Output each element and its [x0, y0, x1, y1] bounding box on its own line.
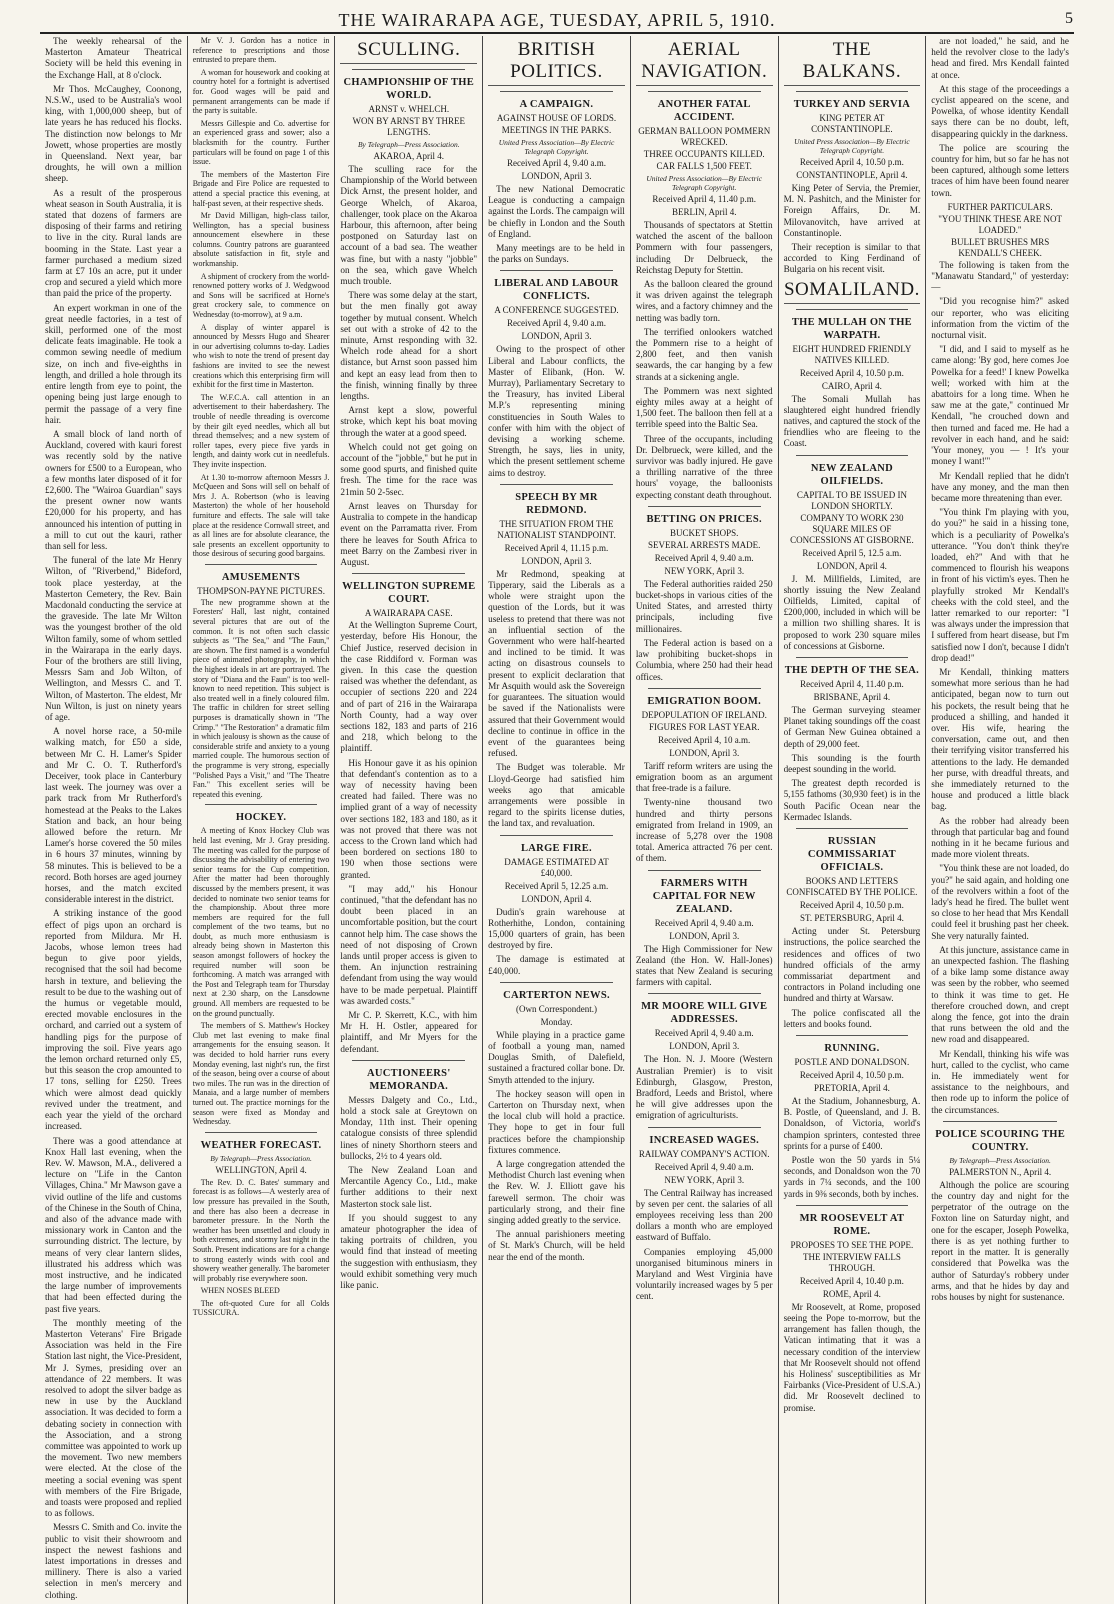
article-paragraph: Tariff reform writers are using the emigration boom as an argument that free-trade is a failure.	[635, 760, 773, 794]
dateline: BERLIN, April 4.	[671, 207, 737, 217]
subheading: CAPITAL TO BE ISSUED IN LONDON SHORTLY.	[796, 489, 907, 511]
article-paragraph: J. M. Millfields, Limited, are shortly issuing the New Zealand Oilfields, Limited, capital of £200,000, included in which will be a million two shilling shares. It is proposed to work 230 square miles of concessions at Gisborne.	[783, 573, 921, 651]
column-title: SCULLING.	[340, 39, 477, 64]
article-paragraph: Three of the occupants, including Dr. Delbrueck, were killed, and the survivor was badly injured. He gave a thrilling narrative of the three hours' voyage, the balloonists expecting constant death throughout.	[635, 433, 773, 500]
dateline: LONDON, April 3.	[521, 555, 592, 566]
section-heading: RUNNING.	[824, 1042, 880, 1054]
column-title: THE BALKANS.	[784, 39, 921, 86]
article-paragraph: At the Wellington Supreme Court, yesterday, before His Honour, the Chief Justice, reserved decision in the case Riddiford v. Forman was given. In this case the question raised was whether the defendant, as occupier of sections 220 and 224 and of part of 216 in the Wairarapa North County, had a way over sections 182, 183 and parts of 216 and 218, which belong to the plaintiff.	[340, 620, 478, 754]
subheading: THREE OCCUPANTS KILLED.	[643, 149, 765, 159]
dateline: Received April 4, 9.40 a.m.	[654, 1161, 754, 1172]
section-heading: AMUSEMENTS	[221, 571, 301, 583]
article-paragraph: "I did, and I said to myself as he came along: 'By god, here comes Joe Powelka for a feed!' I knew Powelka well; worked with him at the abattoirs for a long time. When he saw me at the gate," continued Mr Kendall, "he crouched down and then turned and faced me. He had a revolver in each hand, and he said: 'Your money, you — ! It's your money I want!'"	[931, 344, 1069, 467]
subheading: CAR FALLS 1,500 FEET.	[656, 161, 752, 171]
article-paragraph: Mr Kendall, thinking matters somewhat more serious than he had anticipated, began now to turn out his pockets, the result being that he produced a shilling, and handed it over. His wife, hearing the conversation, came out, and then their terrifying visitor transferred his attentions to the lady. He demanded her purse, with dreadful threats, and she immediately returned to the house and produced a little black bag.	[931, 666, 1069, 812]
article-paragraph: There was some delay at the start, but the men finally got away together by mutual consent. Whelch set out with a stroke of 42 to the minute, Arnst responding with 32. Whelch rode ahead for a short distance, but Arnst soon passed him and kept an easy lead from then to the finish, winning finally by three lengths.	[340, 290, 478, 402]
section-heading: THE MULLAH ON THE WARPATH.	[791, 316, 912, 341]
subheading: THE SITUATION FROM THE NATIONALIST STANDPOINT.	[497, 518, 616, 540]
dateline: PALMERSTON N., April 4.	[949, 1166, 1052, 1177]
column-3	[335, 36, 483, 1604]
article-paragraph: are not loaded," he said, and he held the revolver close to the lady's head and fired. Mrs Kendall fainted at once.	[931, 36, 1069, 80]
article-paragraph: A large congregation attended the Methodist Church last evening when the Rev. W. J. Elliott gave his farewell sermon. The choir was particularly strong, and their fine singing added greatly to the service.	[488, 1158, 625, 1225]
column-rule	[648, 993, 761, 994]
article-paragraph: WHEN NOSES BLEED	[200, 1286, 280, 1296]
article-paragraph: A meeting of Knox Hockey Club was held last evening, Mr J. Gray presiding. The meeting was called for the purpose of discussing the advisability of entering two senior teams for the Cup competition. After the matter had been thoroughly discussed by the members present, it was decided to nominate two senior teams for the championship. About three more members are required for the full complement of the two teams, but no doubt, as much more enthusiasm is already being shown in Masterton this season amongst followers of hockey the required number will soon be forthcoming. A match was arranged with the Post and Telegraph team for Thursday next at 2.30 sharp, on the Lansdowne ground. All members are requested to be on the ground punctually.	[192, 826, 330, 1018]
press-credit: By Telegraph—Press Association.	[210, 1153, 312, 1163]
article-paragraph: Arnst leaves on Thursday for Australia to compete in the handicap event on the Parramatta river. From there he leaves for South Africa to meet Barry on the Zambesi river in August.	[340, 500, 478, 567]
article-paragraph: This sounding is the fourth deepest sounding in the world.	[783, 752, 921, 775]
dateline: NEW YORK, April 3.	[664, 1174, 745, 1185]
article-paragraph: The new programme shown at the Foresters' Hall, last night, contained several pictures that are out of the common. It is not often such classic subjects as "The Sea," and "The Faun," are shown. The first named is a wonderful piece of animated photography, in which the highest ideals in art are portrayed. The story of "Diana and the Faun" is too well-known to need repetition. This subject is also treated well in a finely coloured film. The traffic in children for street selling purposes is dramatically shown in "The Crimp." "The Restoration" a dramatic film in which jealousy is shown as the cause of considerable strife and anxiety to a young married couple. The humorous section of the programme is very strong, especially "Polished Pays a Visit," and "The Theatre Fan." This excellent series will be repeated this evening.	[192, 597, 330, 799]
column-rule	[205, 1132, 318, 1133]
article-paragraph: The members of the Masterton Fire Brigade and Fire Police are requested to attend a special practice this evening, at half-past seven, at their respective sheds.	[192, 169, 330, 208]
subheading: THOMPSON-PAYNE PICTURES.	[197, 585, 325, 596]
article-paragraph: The damage is estimated at £40,000.	[488, 954, 625, 976]
article-paragraph: The hockey season will open in Carterton on Thursday next, when the local club will hold a practice. They hope to get in four full practices before the championship fixtures commence.	[488, 1088, 625, 1155]
article-paragraph: The W.F.C.A. call attention in an advertisement to their haberdashery. The trouble of needle threading is overcome by their gilt eyed needles, which all but thread themselves; and a new system of roller tapes, every piece five yards in length, and dainty work cut in needlefuls. They invite inspection.	[192, 392, 330, 469]
press-credit: United Press Association—By Electric Telegraph Copyright.	[794, 137, 910, 155]
article-paragraph: The terrified onlookers watched the Pommern rise to a height of 2,800 feet, and then vanish seawards, the car hanging by a few strands at a sickening angle.	[635, 326, 773, 382]
subheading: DAMAGE ESTIMATED AT £40,000.	[504, 856, 609, 878]
article-paragraph: The Federal action is based on a law prohibiting bucket-shops in Columbia, where 250 had their head offices.	[635, 637, 773, 682]
article-paragraph: While playing in a practice game of football a young man, named Douglas Smith, of Dalefield, sustained a fractured collar bone. Dr. Smyth attended to the injury.	[488, 1029, 625, 1085]
article-paragraph: The Central Railway has increased by seven per cent. the salaries of all employees receiving less than 200 dollars a month who are employed eastward of Buffalo.	[635, 1187, 773, 1243]
article-paragraph: The Budget was tolerable. Mr Lloyd-George had satisfied him weeks ago that amicable arrangements were possible in regard to the spirits license duties, the land tax, and revaluation.	[488, 762, 625, 829]
article-paragraph: His Honour gave it as his opinion that defendant's contention as to a way of necessity having been created had failed. There was no implied grant of a way of necessity over sections 182, 183 and 180, as it was not proved that there was not access to the Crown land which had been bordered on sections 180 to 190 when those sections were granted.	[340, 757, 478, 880]
dateline: PRETORIA, April 4.	[814, 1082, 890, 1093]
dateline: ROME, April 4.	[822, 1288, 881, 1299]
column-rule	[500, 91, 613, 92]
press-credit: By Telegraph—Press Association.	[949, 1155, 1051, 1165]
article-paragraph: King Peter of Servia, the Premier, M. N. Pashitch, and the Minister for Foreign Affairs, Dr. M. Milovanovitch, have arrived at Constantinople.	[783, 183, 921, 238]
column-rule	[500, 270, 613, 271]
column-rule	[205, 564, 318, 565]
dateline: Received April 4, 9.40 a.m.	[654, 552, 754, 563]
subheading: BUCKET SHOPS.	[670, 527, 739, 538]
dateline: Received April 4, 11.15 p.m.	[504, 542, 609, 553]
subheading: PROPOSES TO SEE THE POPE.	[790, 1239, 914, 1250]
section-heading: POLICE SCOURING THE COUNTRY.	[935, 1128, 1066, 1153]
subheading: A CONFERENCE SUGGESTED.	[494, 305, 619, 316]
article-paragraph: The greatest depth recorded is 5,155 fathoms (30,930 feet) is in the South Pacific Ocean near the Kermadec Islands.	[783, 778, 921, 822]
article-paragraph: A small block of land north of Auckland, covered with kauri forest was recently sold by the native owners for £500 to a European, who a few months later disposed of it for £2,600. The "Wairoa Guardian" says the present owner now wants £20,000 for his property, and has announced his intention of putting in a mill to cut out the kauri, rather than sell for less.	[45, 428, 182, 551]
press-credit: United Press Association—By Electric Telegraph Copyright.	[498, 138, 615, 156]
article-paragraph: As the balloon cleared the ground it was driven against the telegraph wires, and a factory chimney and the netting was badly torn.	[635, 279, 773, 323]
article-paragraph: An expert workman in one of the great needle factories, in a test of skill, performed one of the most delicate feats imaginable. He took a common sewing needle of medium size, on inch and five-eighths in length, and drilled a hole through its entire length from eye to point, the opening being just large enough to permit the passage of a very fine hair.	[45, 302, 182, 425]
section-heading: WELLINGTON SUPREME COURT.	[342, 581, 476, 606]
article-paragraph: Postle won the 50 yards in 5¼ seconds, and Donaldson won the 70 yards in 7¼ seconds, and the 100 yards in 9⅜ seconds, both by inches.	[783, 1154, 921, 1199]
dateline: WELLINGTON, April 4.	[215, 1164, 307, 1175]
section-heading: BETTING ON PRICES.	[646, 513, 762, 525]
article-paragraph: Mr Kendall, thinking his wife was hurt, called to the cyclist, who came in. He immediately went for assistance to the neighbours, and then rode up to inform the police of the circumstances.	[931, 1048, 1069, 1115]
article-paragraph: The High Commissioner for New Zealand (the Hon. W. Hall-Jones) states that New Zealand is securing farmers with capital.	[635, 943, 773, 988]
article-paragraph: The new National Democratic League is conducting a campaign against the Lords. The campaign will be chiefly in London and the South of England.	[488, 184, 625, 239]
article-paragraph: The weekly rehearsal of the Masterton Amateur Theatrical Society will be held this evening in the Exchange Hall, at 8 o'clock.	[45, 36, 182, 80]
dateline: Received April 4, 9.40 a.m.	[507, 158, 606, 168]
column-rule	[648, 506, 761, 507]
column-rule	[796, 309, 909, 310]
subheading: BOOKS AND LETTERS CONFISCATED BY THE POLICE.	[786, 876, 918, 898]
column-rule	[205, 804, 318, 805]
section-heading: MR ROOSEVELT AT ROME.	[799, 1212, 905, 1237]
section-heading: CHAMPIONSHIP OF THE WORLD.	[343, 77, 475, 101]
newspaper-columns	[40, 36, 1074, 1600]
section-heading: TURKEY AND SERVIA	[793, 99, 911, 110]
subheading: WON BY ARNST BY THREE LENGTHS.	[352, 116, 466, 137]
article-paragraph: Many meetings are to be held in the parks on Sundays.	[488, 243, 625, 265]
section-heading: AUCTIONEERS' MEMORANDA.	[367, 1067, 451, 1092]
article-paragraph: Messrs C. Smith and Co. invite the public to visit their showroom and inspect the newest fashions and latest importations in dresses and millinery. There is also a varied selection in men's mercery and clothing.	[45, 1522, 182, 1600]
column-rule	[648, 870, 761, 871]
column-rule	[943, 1121, 1057, 1122]
column-rule	[500, 484, 613, 485]
article-paragraph: The Pommern was next sighted eighty miles away at a height of 1,500 feet. The balloon then fell at a terrible speed into the Baltic Sea.	[635, 385, 773, 430]
article-paragraph: "Did you recognise him?" asked our reporter, who was eliciting information from the victim of the nocturnal visit.	[931, 296, 1069, 341]
article-paragraph: "You think I'm playing with you, do you?" he said in a hissing tone, which is a peculiarity of Powelka's utterance. "You don't think they're loaded, eh?" And with that he commenced to flourish his weapons in front of his victim's eyes. Then he playfully stroked Mr Kendall's cheeks with the cold steel, and the latter remarked to our reporter: "I was always under the impression that I suffered from heart disease, but I'm satisfied now I don't, because I didn't drop dead!"	[931, 507, 1069, 663]
dateline: LONDON, April 3.	[521, 331, 592, 342]
column-rule	[796, 657, 909, 658]
dateline: Received April 4, 9.40 a.m.	[654, 1028, 754, 1039]
dateline: CAIRO, April 4.	[821, 380, 882, 391]
column-1	[40, 36, 188, 1604]
article-paragraph: Mr David Milligan, high-class tailor, Wellington, has a special business announcement elsewhere in these columns. Country patrons are guaranteed absolute satisfaction in fit, style and workmanship.	[192, 211, 330, 269]
column-rule	[500, 835, 613, 836]
article-paragraph: Messrs Gillespie and Co. advertise for an experienced grass and sower; also a blacksmith for the country. Further particulars will be found on page 1 of this issue.	[192, 118, 330, 167]
column-rule	[648, 1127, 761, 1128]
dateline: LONDON, April 4.	[816, 560, 887, 571]
article-paragraph: As a result of the prosperous wheat season in South Australia, it is stated that dozens of farmers are disposing of their farms and retiring to live in the city. Rural lands are booming in the State. Last year a farmer purchased a medium sized farm at £7 10s an acre, put it under crop and secured a yield which more than paid the price of the property.	[45, 187, 182, 299]
dateline: Received April 4, 11.40 p.m.	[800, 679, 904, 690]
column-rule	[796, 1205, 909, 1206]
section-heading: RUSSIAN COMMISSARIAT OFFICIALS.	[807, 836, 896, 874]
dateline: Received April 4, 10.50 p.m.	[799, 1069, 904, 1080]
dateline: ST. PETERSBURG, April 4.	[799, 913, 904, 924]
column-rule	[796, 828, 909, 829]
article-paragraph: Whelch could not get going on account of the "jobble," but he put in some good spurts, and finished quite fresh. The time for the race was 21min 50 2-5sec.	[340, 441, 478, 497]
column-title: BRITISH POLITICS.	[488, 39, 625, 86]
dateline: NEW YORK, April 3.	[664, 565, 745, 576]
column-7	[926, 36, 1074, 1604]
section-heading: LIBERAL AND LABOUR CONFLICTS.	[494, 278, 619, 303]
article-paragraph: The annual parishioners meeting of St. Mark's Church, will be held near the end of the month.	[488, 1229, 625, 1262]
column-rule	[796, 1035, 909, 1036]
article-paragraph: As the robber had already been through that particular bag and found nothing in it he became furious and made more violent threats.	[931, 815, 1069, 860]
article-paragraph: A striking instance of the good effect of pigs upon an orchard is reported from Mildura. Mr H. Jacobs, whose lemon trees had begun to give poor yields, recognised that the soil had become harsh in texture, and believing the result to be due to the washing out of the humus or vegetable mould, erected movable enclosures in the orchard, and carried out a system of handling pigs for the purpose of improving the soil. Five years ago the lemon orchard returned only £5, but this season the crop amounted to 17 tons, selling for £250. Trees which were almost dead quickly revived under the treatment, and each year the yield of the orchard increased.	[45, 908, 182, 1132]
dateline: Received April 4, 9.40 a.m.	[507, 318, 606, 329]
subheading: (Own Correspondent.)	[516, 1003, 597, 1014]
column-2	[188, 36, 336, 1604]
article-paragraph: If you should suggest to any amateur photographer the idea of taking portraits of children, you would find that instead of meeting the suggestion with enthusiasm, they would exhibit something very much like panic.	[340, 1212, 478, 1291]
article-paragraph: The police confiscated all the letters and books found.	[783, 1007, 921, 1029]
article-paragraph: The oft-quoted Cure for all Colds TUSSICURA.	[192, 1298, 330, 1318]
subheading: RAILWAY COMPANY'S ACTION.	[638, 1148, 770, 1159]
article-paragraph: At this juncture, assistance came in an unexpected fashion. The flashing of a bike lamp some distance away was seen by the robber, who seemed to think it was time to get. He therefore crouched down, and crept along the fence, got into the drain that runs between the old and the new road and disappeared.	[931, 944, 1069, 1045]
subheading: KING PETER AT CONSTANTINOPLE.	[811, 113, 893, 134]
article-paragraph: At this stage of the proceedings a cyclist appeared on the scene, and Powelka, of whose identity Kendall says there can be no doubt, left, disappearing quickly in the darkness.	[931, 83, 1069, 139]
article-paragraph: The Hon. N. J. Moore (Western Australian Premier) is to visit Edinburgh, Glasgow, Preston, Bradford, Leeds and Bristol, where he will give addresses upon the emigration of agriculturists.	[635, 1054, 773, 1121]
section-heading: LARGE FIRE.	[521, 842, 592, 854]
dateline: Received April 4, 10.50 p.m.	[799, 367, 904, 378]
dateline: Received April 4, 9.40 a.m.	[654, 917, 754, 928]
section-heading: WEATHER FORECAST.	[200, 1139, 322, 1151]
subheading: AGAINST HOUSE OF LORDS.	[496, 113, 617, 123]
article-paragraph: Mr Thos. McCaughey, Coonong, N.S.W., used to be Australia's wool king, with 1,000,000 sheep, but of late years he has reduced his flocks. The distinction now belongs to Mr Jowett, whose properties are mostly in Queensland. Next year, bar droughts, he will own a million sheep.	[45, 83, 182, 184]
column-rule	[500, 982, 613, 983]
article-paragraph: Although the police are scouring the country day and night for the perpetrator of the outrage on the Foxton line on Saturday night, and one for the escaper, Joseph Powelka, there is as yet nothing further to report in the matter. It is generally considered that Powelka was the author of Saturday's robbery under arms, and that he hides by day and robs houses by night for sustenance.	[931, 1179, 1069, 1302]
column-4	[483, 36, 631, 1604]
article-paragraph: The Somali Mullah has slaughtered eight hundred friendly natives, and captured the stock of the friendlies who are fleeing to the Coast.	[783, 393, 921, 449]
column-rule	[796, 455, 909, 456]
dateline: LONDON, April 3.	[669, 747, 740, 758]
section-heading: EMIGRATION BOOM.	[647, 695, 762, 707]
column-rule	[352, 1060, 465, 1061]
masthead-title: THE WAIRARAPA AGE, TUESDAY, APRIL 5, 1910.	[338, 9, 776, 30]
subheading: THE INTERVIEW FALLS THROUGH.	[802, 1251, 901, 1273]
column-rule	[352, 573, 465, 574]
article-paragraph: At the Stadium, Johannesburg, A. B. Postle, of Queensland, and J. B. Donaldson, of Victoria, world's champion sprinters, contested three sprints for a purse of £400.	[783, 1095, 921, 1151]
column-6	[779, 36, 927, 1604]
page-number: 5	[1065, 10, 1074, 27]
dateline: LONDON, April 3.	[669, 1041, 740, 1052]
section-heading: CARTERTON NEWS.	[503, 989, 610, 1001]
column-title: SOMALILAND.	[784, 279, 921, 304]
article-paragraph: Owing to the prospect of other Liberal and Labour conflicts, the Master of Elibank, (Hon. W. Murray), Parliamentary Secretary to the Treasury, has invited Liberal M.P.'s representing mining constituencies in South Wales to confer with him with the object of devising a working scheme. Strength, he says, lies in unity, which the present settlement scheme aims to destroy.	[488, 344, 625, 478]
article-paragraph: A shipment of crockery from the world-renowned pottery works of J. Wedgwood and Sons will be sacrificed at Horne's great crockery sale, to commence on Wednesday (to-morrow), at 9 a.m.	[192, 271, 330, 320]
article-paragraph: Arnst kept a slow, powerful stroke, which kept his boat moving through the water at a good speed.	[340, 405, 478, 438]
article-paragraph: A novel horse race, a 50-mile walking match, for £50 a side, between Mr C. H. Lamer's Spider and Mr C. O. T. Rutherford's Deceiver, took place in Canterbury last week. The journey was over a park track from Mr Rutherford's homestead at the Peaks to the Lakes Station and back, an hour being allowed before the return. Mr Lamer's horse covered the 50 miles in 6 hours 37 minutes, winning by 58 minutes. This is believed to be a record. Both horses are aged journey horses, and the match excited considerable interest in the district.	[45, 726, 182, 905]
dateline: BRISBANE, April 4.	[813, 692, 891, 703]
subheading: FURTHER PARTICULARS.	[947, 201, 1053, 212]
dateline: Monday.	[540, 1016, 573, 1027]
article-paragraph: The members of S. Matthew's Hockey Club met last evening to make final arrangements for the ensuing season. It was decided to hold harrier runs every Monday evening, last night's run, the first of the season, being over a course of about two miles. The run was in the direction of Manaia, and a large number of members turned out. The practice mornings for the season were fixed as Monday and Wednesday.	[192, 1021, 330, 1127]
subheading: MEETINGS IN THE PARKS.	[501, 125, 612, 135]
press-credit: By Telegraph—Press Association.	[357, 140, 460, 149]
masthead	[40, 8, 1074, 34]
article-paragraph: Thousands of spectators at Stettin watched the ascent of the balloon Pommern with four passengers, including Dr Delbrueck, the Reichstag Deputy for Stettin.	[635, 220, 773, 275]
article-paragraph: The funeral of the late Mr Henry Wilton, of "Riverbend," Bideford, took place yesterday, at the Masterton Cemetery, the Rev. Bain Macdonald conducting the service at the graveside. The late Mr Wilton was the youngest brother of the old Wilton family, some of whom settled in the Wairarapa in the early days. Four of the brothers are still living, Messrs Sam and Job Wilton, of Wellington, and Messrs C. and T. Wilton, of Masterton. The eldest, Mr Nun Wilton, is just on ninety years of age.	[45, 555, 182, 722]
section-heading: NEW ZEALAND OILFIELDS.	[810, 462, 893, 487]
subheading: EIGHT HUNDRED FRIENDLY NATIVES KILLED.	[792, 343, 912, 365]
section-heading: ANOTHER FATAL ACCIDENT.	[657, 99, 751, 123]
article-paragraph: Mr Kendall replied that he didn't have any money, and the man then became more threatening than ever.	[931, 470, 1069, 503]
dateline: LONDON, April 3.	[669, 930, 740, 941]
subheading: COMPANY TO WORK 230 SQUARE MILES OF CONCESSIONS AT GISBORNE.	[790, 512, 914, 545]
subheading: DEPOPULATION OF IRELAND.	[641, 709, 767, 720]
dateline: CONSTANTINOPLE, April 4.	[796, 170, 908, 180]
article-paragraph: The Rev. D. C. Bates' summary and forecast is as follows—A westerly area of low pressure has prevailed in the South, and there has also been a decrease in barometer pressure. In the North the weather has been unsettled and cloudy in both extremes, and stormy last night in the South. Present indications are for a change to strong easterly winds with cool and showery weather generally. The barometer will probably rise everywhere soon.	[192, 1177, 330, 1283]
subheading: POSTLE AND DONALDSON.	[794, 1056, 910, 1067]
article-paragraph: Twenty-nine thousand two hundred and thirty persons emigrated from Ireland in 1909, an increase of 5,278 over the 1908 total. America attracted 76 per cent. of them.	[635, 797, 773, 864]
dateline: Received April 5, 12.25 a.m.	[504, 880, 609, 891]
article-paragraph: The police are scouring the country for him, but so far he has not been captured, although some letters traces of him have been found nearer town.	[931, 142, 1069, 198]
section-heading: MR MOORE WILL GIVE ADDRESSES.	[641, 1001, 768, 1026]
article-paragraph: Mr Redmond, speaking at Tipperary, said the Liberals as a whole were straight upon the question of the Lords, but it was useless to pretend that there was not an influential section of the Government who were half-hearted and inclined to be timid. It was acting on disastrous counsels to present to explicit declaration that Mr Asquith would ask the Sovereign for guarantees. The situation would be saved if the Nationalists were assured that their Government would decline to continue in office in the event of the guarantees being refused.	[488, 568, 625, 759]
dateline: AKAROA, April 4.	[373, 151, 445, 161]
article-paragraph: The sculling race for the Championship of the World between Dick Arnst, the present holder, and George Whelch, of Akaroa, challenger, took place on the Akaroa Harbour, this afternoon, after being postponed on Saturday last on account of a bad sea. The weather was fine, but with a nasty "jobble" on the sea, which gave Whelch much trouble.	[340, 164, 478, 287]
column-rule	[648, 91, 761, 92]
section-heading: SPEECH BY MR REDMOND.	[515, 491, 598, 516]
article-paragraph: Acting under St. Petersburg instructions, the police searched the residences and offices of two hundred officials of the army commissariat department and contractors in Poland including one hundred and thirty at Warsaw.	[783, 926, 921, 1004]
article-paragraph: At 1.30 to-morrow afternoon Messrs J. McQueen and Sons will sell on behalf of Mrs J. A. Robertson (who is leaving Masterton) the whole of her household furniture and effects. The sale will take place at the residence Cornwall street, and as all lines are for absolute clearance, the sale presents an excellent opportunity to those desirous of securing good bargains.	[192, 472, 330, 559]
subheading: GERMAN BALLOON POMMERN WRECKED.	[638, 126, 771, 147]
column-rule	[352, 69, 465, 70]
article-paragraph: Mr Roosevelt, at Rome, proposed seeing the Pope to-morrow, but the arrangement has fallen though, the Vatican intimating that it was a necessary condition of the interview that Mr Roosevelt should not offend his Holiness' susceptibilities as Mr Fairbanks (Vice-President of U.S.A.) did. Mr Roosevelt declined to promise.	[783, 1301, 921, 1413]
article-paragraph: The German surveying steamer Planet taking soundings off the coast of German New Guinea obtained a depth of 29,000 feet.	[783, 705, 921, 749]
subheading: "YOU THINK THESE ARE NOT LOADED."	[938, 213, 1063, 235]
dateline: Received April 4, 10.40 p.m.	[799, 1275, 904, 1286]
press-credit: United Press Association—By Electric Telegraph Copyright.	[646, 174, 762, 192]
article-paragraph: Mr V. J. Gordon has a notice in reference to prescriptions and those entrusted to prepare them.	[192, 36, 330, 65]
dateline: Received April 4, 10.50 p.m.	[799, 900, 904, 911]
section-heading: INCREASED WAGES.	[649, 1134, 760, 1146]
dateline: Received April 5, 12.5 a.m.	[802, 547, 902, 558]
dateline: Received April 4, 10.50 p.m.	[799, 157, 904, 167]
section-heading: FARMERS WITH CAPITAL FOR NEW ZEALAND.	[652, 877, 756, 915]
article-paragraph: There was a good attendance at Knox Hall last evening, when the Rev. W. Mawson, M.A., delivered a lecture on "Life in the Canton Villages, China." Mr Mawson gave a vivid outline of the life and customs of the Chinese in the South of China, and also of the advance made with missionary work in Canton and the surrounding district. The lecture, by means of very clear lantern slides, illustrated his address which was most instructive, and he indicated the large number of improvements that had been effected during the past five years.	[45, 1135, 182, 1314]
column-title: AERIAL NAVIGATION.	[636, 39, 773, 86]
dateline: LONDON, April 3.	[521, 171, 592, 181]
dateline: Received April 4, 10 a.m.	[658, 734, 751, 745]
article-paragraph: A display of winter apparel is announced by Messrs Hugo and Shearer in our advertising columns to-day. Ladies who wish to note the trend of present day fashions are invited to see the newest creations which this enterprising firm will exhibit for the first time in Masterton.	[192, 322, 330, 390]
dateline: Received April 4, 11.40 p.m.	[652, 194, 757, 204]
dateline: LONDON, April 4.	[521, 893, 592, 904]
section-heading: THE DEPTH OF THE SEA.	[784, 665, 920, 677]
subheading: SEVERAL ARRESTS MADE.	[647, 539, 761, 550]
article-paragraph: The Federal authorities raided 250 bucket-shops in various cities of the United States, and arrested thirty principals, including five millionaires.	[635, 578, 773, 634]
column-5	[631, 36, 779, 1604]
article-paragraph: "I may add," his Honour continued, "that the defendant has no doubt been placed in an uncomfortable position, but the court cannot help him. The case shows the need of not disposing of Crown lands until proper access is given to them. An injunction restraining defendant from using the way would have to be made perpetual. Plaintiff was awarded costs."	[340, 883, 478, 1006]
article-paragraph: "You think these are not loaded, do you?" he said again, and holding one of the revolvers within a foot of the lady's head he fired. The bullet went so close to her head that Mrs Kendall could feel it brushing past her cheek. She very naturally fainted.	[931, 863, 1069, 941]
article-paragraph: Dudin's grain warehouse at Rotherhithe, London, containing 15,000 quarters of grain, has been destroyed by fire.	[488, 906, 625, 951]
column-rule	[796, 91, 909, 92]
article-paragraph: Mr C. P. Skerrett, K.C., with him Mr H. H. Ostler, appeared for plaintiff, and Mr Myers for the defendant.	[340, 1010, 478, 1054]
subheading: A WAIRARAPA CASE.	[364, 608, 453, 619]
article-paragraph: Companies employing 45,000 unorganised bituminous miners in Maryland and West Virginia have voluntarily increased wages by 5 per cent.	[635, 1246, 773, 1302]
subheading: FIGURES FOR LAST YEAR.	[648, 721, 760, 732]
article-paragraph: The monthly meeting of the Masterton Veterans' Fire Brigade Association was held in the Fire Station last night, the Vice-President, Mr J. Symes, presiding over an attendance of 22 members. It was resolved to adopt the silver badge as new in use by the Auckland association. It was decided to form a debating society in connection with the Association, and a strong committee was appointed to work up the movement. Two new members were elected. At the close of the meeting a social evening was spent with members of the Fire Brigade, and toasts were proposed and replied to as follows.	[45, 1317, 182, 1519]
article-paragraph: The New Zealand Loan and Mercantile Agency Co., Ltd., make further additions to their next Masterton stock sale list.	[340, 1165, 478, 1209]
article-paragraph: A woman for housework and cooking at country hotel for a fortnight is advertised for. Good wages will be paid and permanent arrangements can be made if the party is suitable.	[192, 67, 330, 116]
section-heading: A CAMPAIGN.	[519, 99, 594, 110]
column-rule	[648, 688, 761, 689]
subheading: BULLET BRUSHES MRS KENDALL'S CHEEK.	[950, 236, 1050, 258]
article-paragraph: Their reception is similar to that accorded to King Ferdinand of Bulgaria on his recent visit.	[783, 242, 921, 275]
article-paragraph: The following is taken from the "Manawatu Standard," of yesterday:—	[931, 259, 1069, 293]
article-paragraph: Messrs Dalgety and Co., Ltd., hold a stock sale at Greytown on Monday, 11th inst. Their opening catalogue consists of three splendid lines of ninety Shorthorn steers and bullocks, 2½ to 4 years old.	[340, 1094, 478, 1161]
section-heading: HOCKEY.	[235, 812, 287, 824]
subheading: ARNST v. WHELCH.	[368, 104, 450, 114]
